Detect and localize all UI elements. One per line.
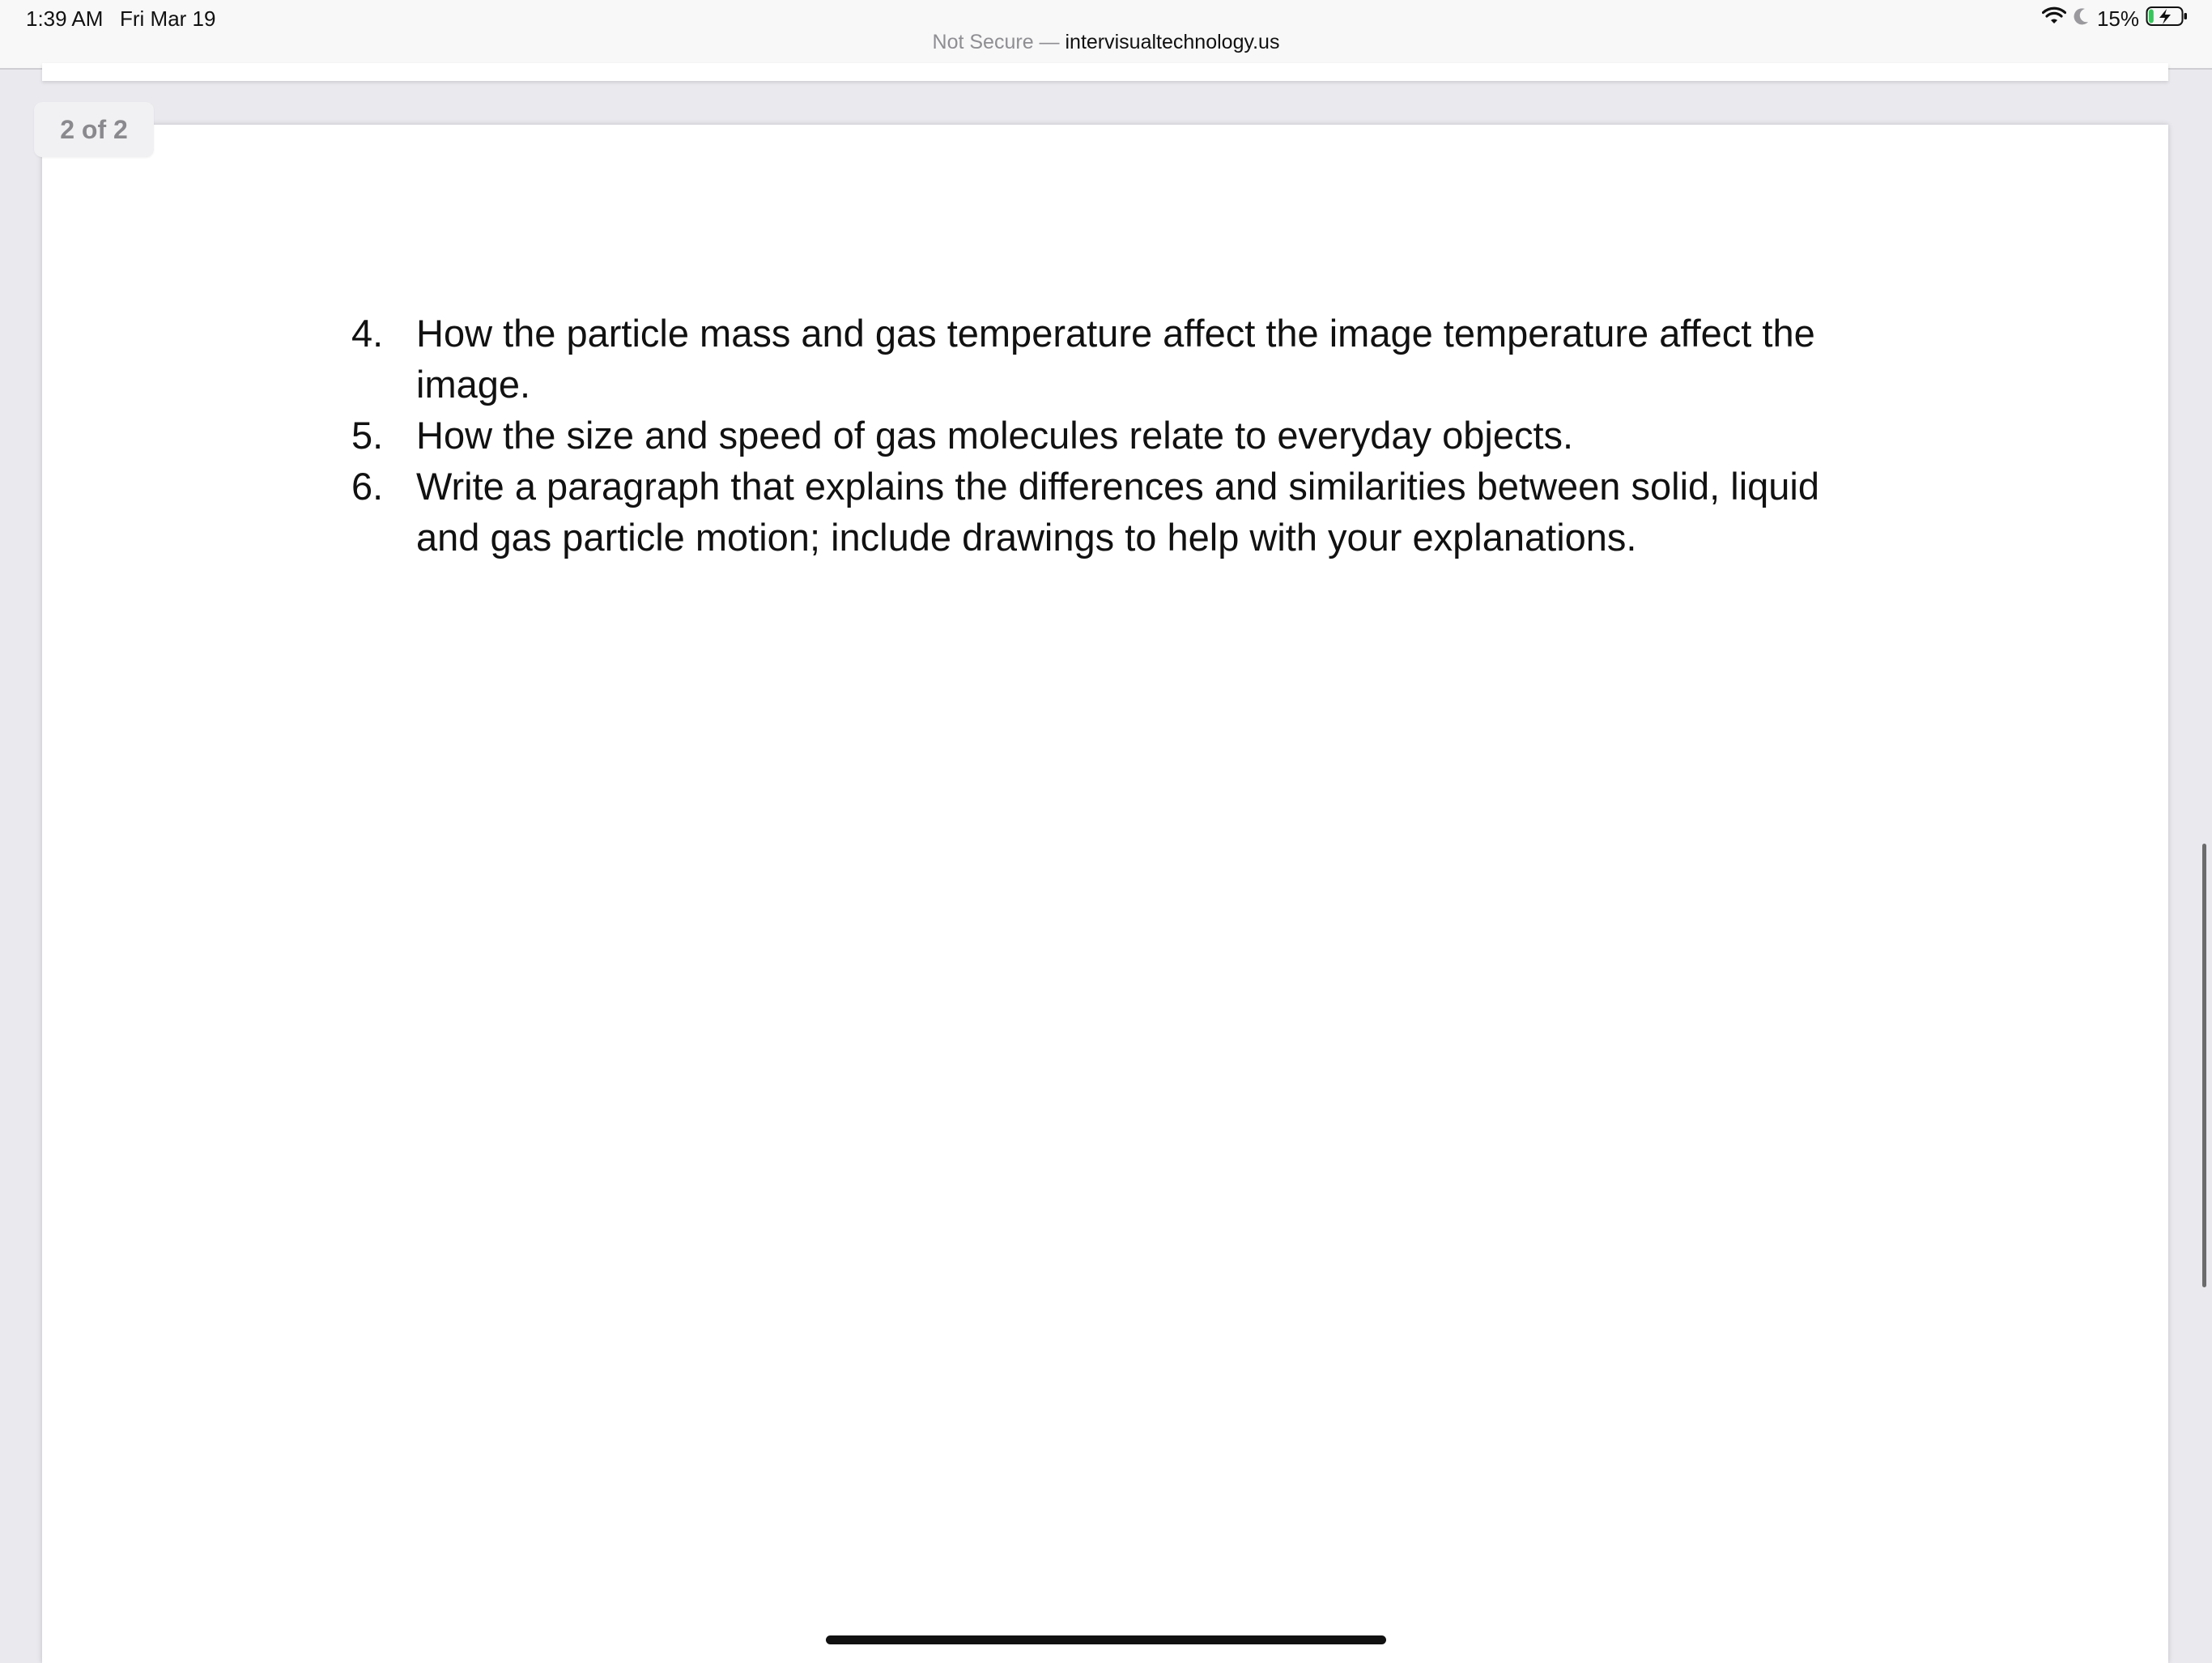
list-item — [351, 308, 1890, 410]
home-indicator[interactable] — [826, 1635, 1386, 1644]
moon-icon — [2073, 6, 2091, 32]
list-item — [351, 410, 1890, 461]
page-indicator: 2 of 2 — [34, 102, 154, 157]
status-indicators — [2042, 5, 2188, 32]
item-text: Write a paragraph that explains the differences and similarities between solid, liquid and gas particle motion; include drawings to help with your explanations. — [416, 465, 1820, 559]
item-text: How the particle mass and gas temperature affect the image temperature affect the image. — [416, 312, 1815, 406]
scrollbar[interactable] — [2202, 844, 2206, 1287]
status-date: Fri Mar 19 — [120, 6, 216, 31]
question-list — [351, 308, 1890, 563]
domain-label: intervisualtechnology.us — [1065, 31, 1280, 53]
item-number: 6. — [351, 465, 384, 508]
item-text: How the size and speed of gas molecules relate to everyday objects. — [416, 414, 1574, 457]
browser-top-bar — [0, 0, 2212, 70]
status-time: 1:39 AM — [26, 6, 104, 31]
address-bar[interactable] — [0, 31, 2212, 54]
item-number: 4. — [351, 312, 384, 355]
wifi-icon — [2042, 6, 2066, 32]
list-item — [351, 461, 1890, 563]
address-separator: — — [1039, 31, 1060, 53]
battery-percent: 15% — [2096, 6, 2139, 31]
security-label: Not Secure — [932, 31, 1034, 53]
item-number: 5. — [351, 414, 384, 457]
battery-charging-icon — [2146, 6, 2188, 32]
previous-page — [42, 63, 2168, 81]
